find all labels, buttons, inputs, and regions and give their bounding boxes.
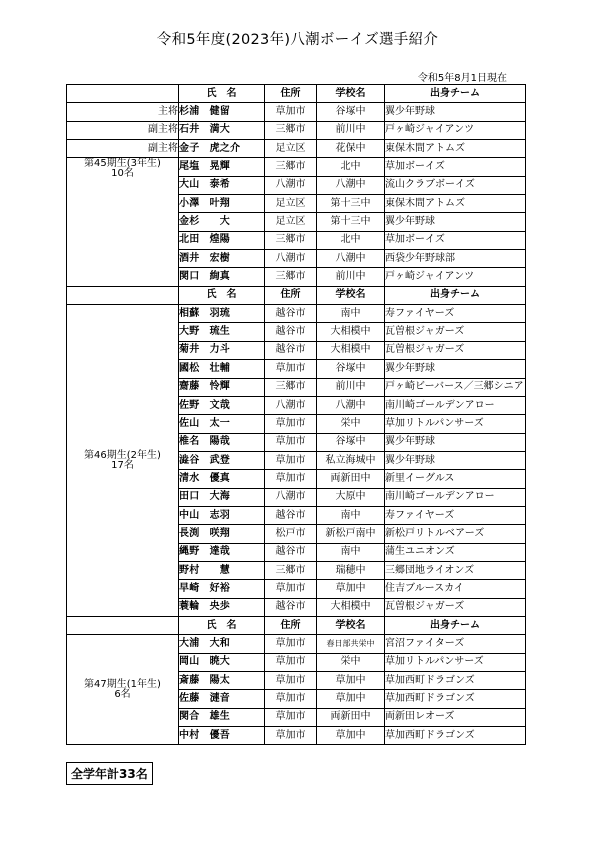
player-role: 副主将 xyxy=(67,140,179,158)
header-address: 住所 xyxy=(265,616,317,634)
player-name: 長渕 咲翔 xyxy=(179,525,265,543)
player-school: 大原中 xyxy=(317,488,385,506)
cohort-count: 6名 xyxy=(114,688,131,700)
player-address: 三郷市 xyxy=(265,561,317,579)
player-address: 八潮市 xyxy=(265,176,317,194)
player-name: 野村 慧 xyxy=(179,561,265,579)
header-address: 住所 xyxy=(265,85,317,103)
player-name: 國松 壮輔 xyxy=(179,360,265,378)
header-spacer xyxy=(67,616,179,634)
player-team: 戸ヶ崎ジャイアンツ xyxy=(385,121,526,139)
player-address: 越谷市 xyxy=(265,598,317,616)
cohort-label: 第45期生(3年生) xyxy=(84,158,161,170)
cohort-count: 17名 xyxy=(111,459,134,471)
player-school: 南中 xyxy=(317,543,385,561)
player-row xyxy=(67,158,526,176)
player-address: 三郷市 xyxy=(265,121,317,139)
player-role: 副主将 xyxy=(67,121,179,139)
player-team: 住吉ブルースカイ xyxy=(385,580,526,598)
header-row xyxy=(67,616,526,634)
player-address: 足立区 xyxy=(265,195,317,213)
cohort-cell xyxy=(67,305,179,617)
player-row xyxy=(67,305,526,323)
player-name: 関口 絢真 xyxy=(179,268,265,286)
player-name: 中村 優吾 xyxy=(179,727,265,745)
player-address: 草加市 xyxy=(265,103,317,121)
player-school: 両新田中 xyxy=(317,470,385,488)
header-school: 学校名 xyxy=(317,85,385,103)
player-name: 佐野 文哉 xyxy=(179,396,265,414)
player-school: 第十三中 xyxy=(317,213,385,231)
header-row xyxy=(67,286,526,304)
header-spacer xyxy=(67,85,179,103)
cohort-count: 10名 xyxy=(111,168,134,180)
player-school: 草加中 xyxy=(317,580,385,598)
player-school: 谷塚中 xyxy=(317,103,385,121)
player-team: 草加ボーイズ xyxy=(385,231,526,249)
player-name: 大浦 大和 xyxy=(179,635,265,653)
player-team: 瓦曽根ジャガーズ xyxy=(385,323,526,341)
header-row xyxy=(67,85,526,103)
player-school: 瑞穂中 xyxy=(317,561,385,579)
player-address: 草加市 xyxy=(265,708,317,726)
player-school: 前川中 xyxy=(317,268,385,286)
player-team: 翼少年野球 xyxy=(385,433,526,451)
player-team: 流山クラブボーイズ xyxy=(385,176,526,194)
player-school: 大相模中 xyxy=(317,341,385,359)
roster-table xyxy=(66,84,526,745)
player-address: 八潮市 xyxy=(265,396,317,414)
player-team: 南川崎ゴールデンアロー xyxy=(385,488,526,506)
player-team: 草加リトルパンサーズ xyxy=(385,415,526,433)
player-team: 蒲生ユニオンズ xyxy=(385,543,526,561)
player-address: 草加市 xyxy=(265,360,317,378)
player-school: 両新田中 xyxy=(317,708,385,726)
as-of-date: 令和5年8月1日現在 xyxy=(417,73,507,84)
player-name: 小澤 叶翔 xyxy=(179,195,265,213)
player-address: 八潮市 xyxy=(265,250,317,268)
player-address: 三郷市 xyxy=(265,268,317,286)
player-team: 新里イーグルス xyxy=(385,470,526,488)
player-address: 草加市 xyxy=(265,470,317,488)
player-team: 翼少年野球 xyxy=(385,103,526,121)
header-school: 学校名 xyxy=(317,616,385,634)
player-team: 宮沼ファイターズ xyxy=(385,635,526,653)
player-team: 翼少年野球 xyxy=(385,451,526,469)
player-team: 草加西町ドラゴンズ xyxy=(385,690,526,708)
player-name: 縄野 達哉 xyxy=(179,543,265,561)
player-school: 栄中 xyxy=(317,653,385,671)
player-row xyxy=(67,121,526,139)
player-school: 大相模中 xyxy=(317,323,385,341)
player-address: 足立区 xyxy=(265,213,317,231)
player-team: 寿ファイヤーズ xyxy=(385,305,526,323)
player-address: 草加市 xyxy=(265,433,317,451)
player-name: 金子 虎之介 xyxy=(179,140,265,158)
player-team: 寿ファイヤーズ xyxy=(385,506,526,524)
player-team: 草加リトルパンサーズ xyxy=(385,653,526,671)
player-team: 新松戸リトルベアーズ xyxy=(385,525,526,543)
player-name: 佐山 太一 xyxy=(179,415,265,433)
player-address: 越谷市 xyxy=(265,506,317,524)
player-name: 澁谷 武登 xyxy=(179,451,265,469)
player-name: 杉浦 健留 xyxy=(179,103,265,121)
player-team: 瓦曽根ジャガーズ xyxy=(385,341,526,359)
player-address: 草加市 xyxy=(265,672,317,690)
player-address: 松戸市 xyxy=(265,525,317,543)
player-school: 花保中 xyxy=(317,140,385,158)
player-team: 東保木間アトムズ xyxy=(385,195,526,213)
player-name: 早崎 好裕 xyxy=(179,580,265,598)
player-school: 前川中 xyxy=(317,121,385,139)
player-school: 草加中 xyxy=(317,672,385,690)
player-team: 東保木間アトムズ xyxy=(385,140,526,158)
player-role: 主将 xyxy=(67,103,179,121)
player-address: 草加市 xyxy=(265,727,317,745)
player-school: 私立海城中 xyxy=(317,451,385,469)
header-address: 住所 xyxy=(265,286,317,304)
player-address: 三郷市 xyxy=(265,378,317,396)
player-team: 草加西町ドラゴンズ xyxy=(385,672,526,690)
player-address: 三郷市 xyxy=(265,231,317,249)
header-spacer xyxy=(67,286,179,304)
player-team: 戸ヶ崎ビーバース／三郷シニア xyxy=(385,378,526,396)
player-school: 大相模中 xyxy=(317,598,385,616)
player-team: 草加ボーイズ xyxy=(385,158,526,176)
player-name: 菊井 力斗 xyxy=(179,341,265,359)
player-name: 尾塩 晃輝 xyxy=(179,158,265,176)
header-name: 氏 名 xyxy=(179,85,265,103)
player-school: 前川中 xyxy=(317,378,385,396)
player-name: 北田 煌陽 xyxy=(179,231,265,249)
cohort-label: 第46期生(2年生) xyxy=(84,449,161,461)
cohort-label: 第47期生(1年生) xyxy=(84,678,161,690)
player-name: 大野 琉生 xyxy=(179,323,265,341)
player-name: 酒井 宏樹 xyxy=(179,250,265,268)
player-address: 越谷市 xyxy=(265,543,317,561)
player-row xyxy=(67,140,526,158)
player-row xyxy=(67,103,526,121)
player-school: 春日部共栄中 xyxy=(317,635,385,653)
player-name: 相蘇 羽琉 xyxy=(179,305,265,323)
player-school: 新松戸南中 xyxy=(317,525,385,543)
header-team: 出身チーム xyxy=(385,286,526,304)
player-address: 越谷市 xyxy=(265,305,317,323)
player-name: 佐藤 漣音 xyxy=(179,690,265,708)
player-name: 斎藤 陽太 xyxy=(179,672,265,690)
player-team: 翼少年野球 xyxy=(385,360,526,378)
player-school: 北中 xyxy=(317,231,385,249)
player-school: 八潮中 xyxy=(317,396,385,414)
player-name: 関合 雄生 xyxy=(179,708,265,726)
player-school: 八潮中 xyxy=(317,250,385,268)
player-school: 南中 xyxy=(317,506,385,524)
player-address: 草加市 xyxy=(265,415,317,433)
player-team: 瓦曽根ジャガーズ xyxy=(385,598,526,616)
player-school: 北中 xyxy=(317,158,385,176)
player-address: 草加市 xyxy=(265,653,317,671)
player-name: 清水 優真 xyxy=(179,470,265,488)
player-address: 足立区 xyxy=(265,140,317,158)
header-school: 学校名 xyxy=(317,286,385,304)
cohort-cell xyxy=(67,158,179,286)
player-team: 南川崎ゴールデンアロー xyxy=(385,396,526,414)
player-name: 蓑輪 央歩 xyxy=(179,598,265,616)
player-school: 第十三中 xyxy=(317,195,385,213)
player-school: 南中 xyxy=(317,305,385,323)
player-name: 田口 大海 xyxy=(179,488,265,506)
player-school: 草加中 xyxy=(317,690,385,708)
player-address: 越谷市 xyxy=(265,341,317,359)
grand-total: 全学年計33名 xyxy=(66,762,153,785)
header-team: 出身チーム xyxy=(385,85,526,103)
player-team: 両新田レオーズ xyxy=(385,708,526,726)
player-name: 石井 満大 xyxy=(179,121,265,139)
player-address: 越谷市 xyxy=(265,323,317,341)
cohort-cell xyxy=(67,635,179,745)
player-team: 戸ヶ崎ジャイアンツ xyxy=(385,268,526,286)
player-name: 大山 泰希 xyxy=(179,176,265,194)
player-school: 八潮中 xyxy=(317,176,385,194)
player-address: 八潮市 xyxy=(265,488,317,506)
player-school: 谷塚中 xyxy=(317,433,385,451)
header-name: 氏 名 xyxy=(179,286,265,304)
player-address: 草加市 xyxy=(265,690,317,708)
header-name: 氏 名 xyxy=(179,616,265,634)
player-school: 谷塚中 xyxy=(317,360,385,378)
player-name: 齋藤 怜輝 xyxy=(179,378,265,396)
player-school: 栄中 xyxy=(317,415,385,433)
player-address: 三郷市 xyxy=(265,158,317,176)
player-name: 金杉 大 xyxy=(179,213,265,231)
header-team: 出身チーム xyxy=(385,616,526,634)
player-team: 翼少年野球 xyxy=(385,213,526,231)
player-name: 中山 志羽 xyxy=(179,506,265,524)
player-address: 草加市 xyxy=(265,580,317,598)
player-address: 草加市 xyxy=(265,635,317,653)
player-team: 三郷団地ライオンズ xyxy=(385,561,526,579)
player-team: 草加西町ドラゴンズ xyxy=(385,727,526,745)
player-row xyxy=(67,635,526,653)
player-name: 椎名 陽哉 xyxy=(179,433,265,451)
player-team: 西袋少年野球部 xyxy=(385,250,526,268)
player-address: 草加市 xyxy=(265,451,317,469)
player-school: 草加中 xyxy=(317,727,385,745)
page-title: 令和5年度(2023年)八潮ボーイズ選手紹介 xyxy=(156,32,439,48)
player-name: 岡山 暁大 xyxy=(179,653,265,671)
